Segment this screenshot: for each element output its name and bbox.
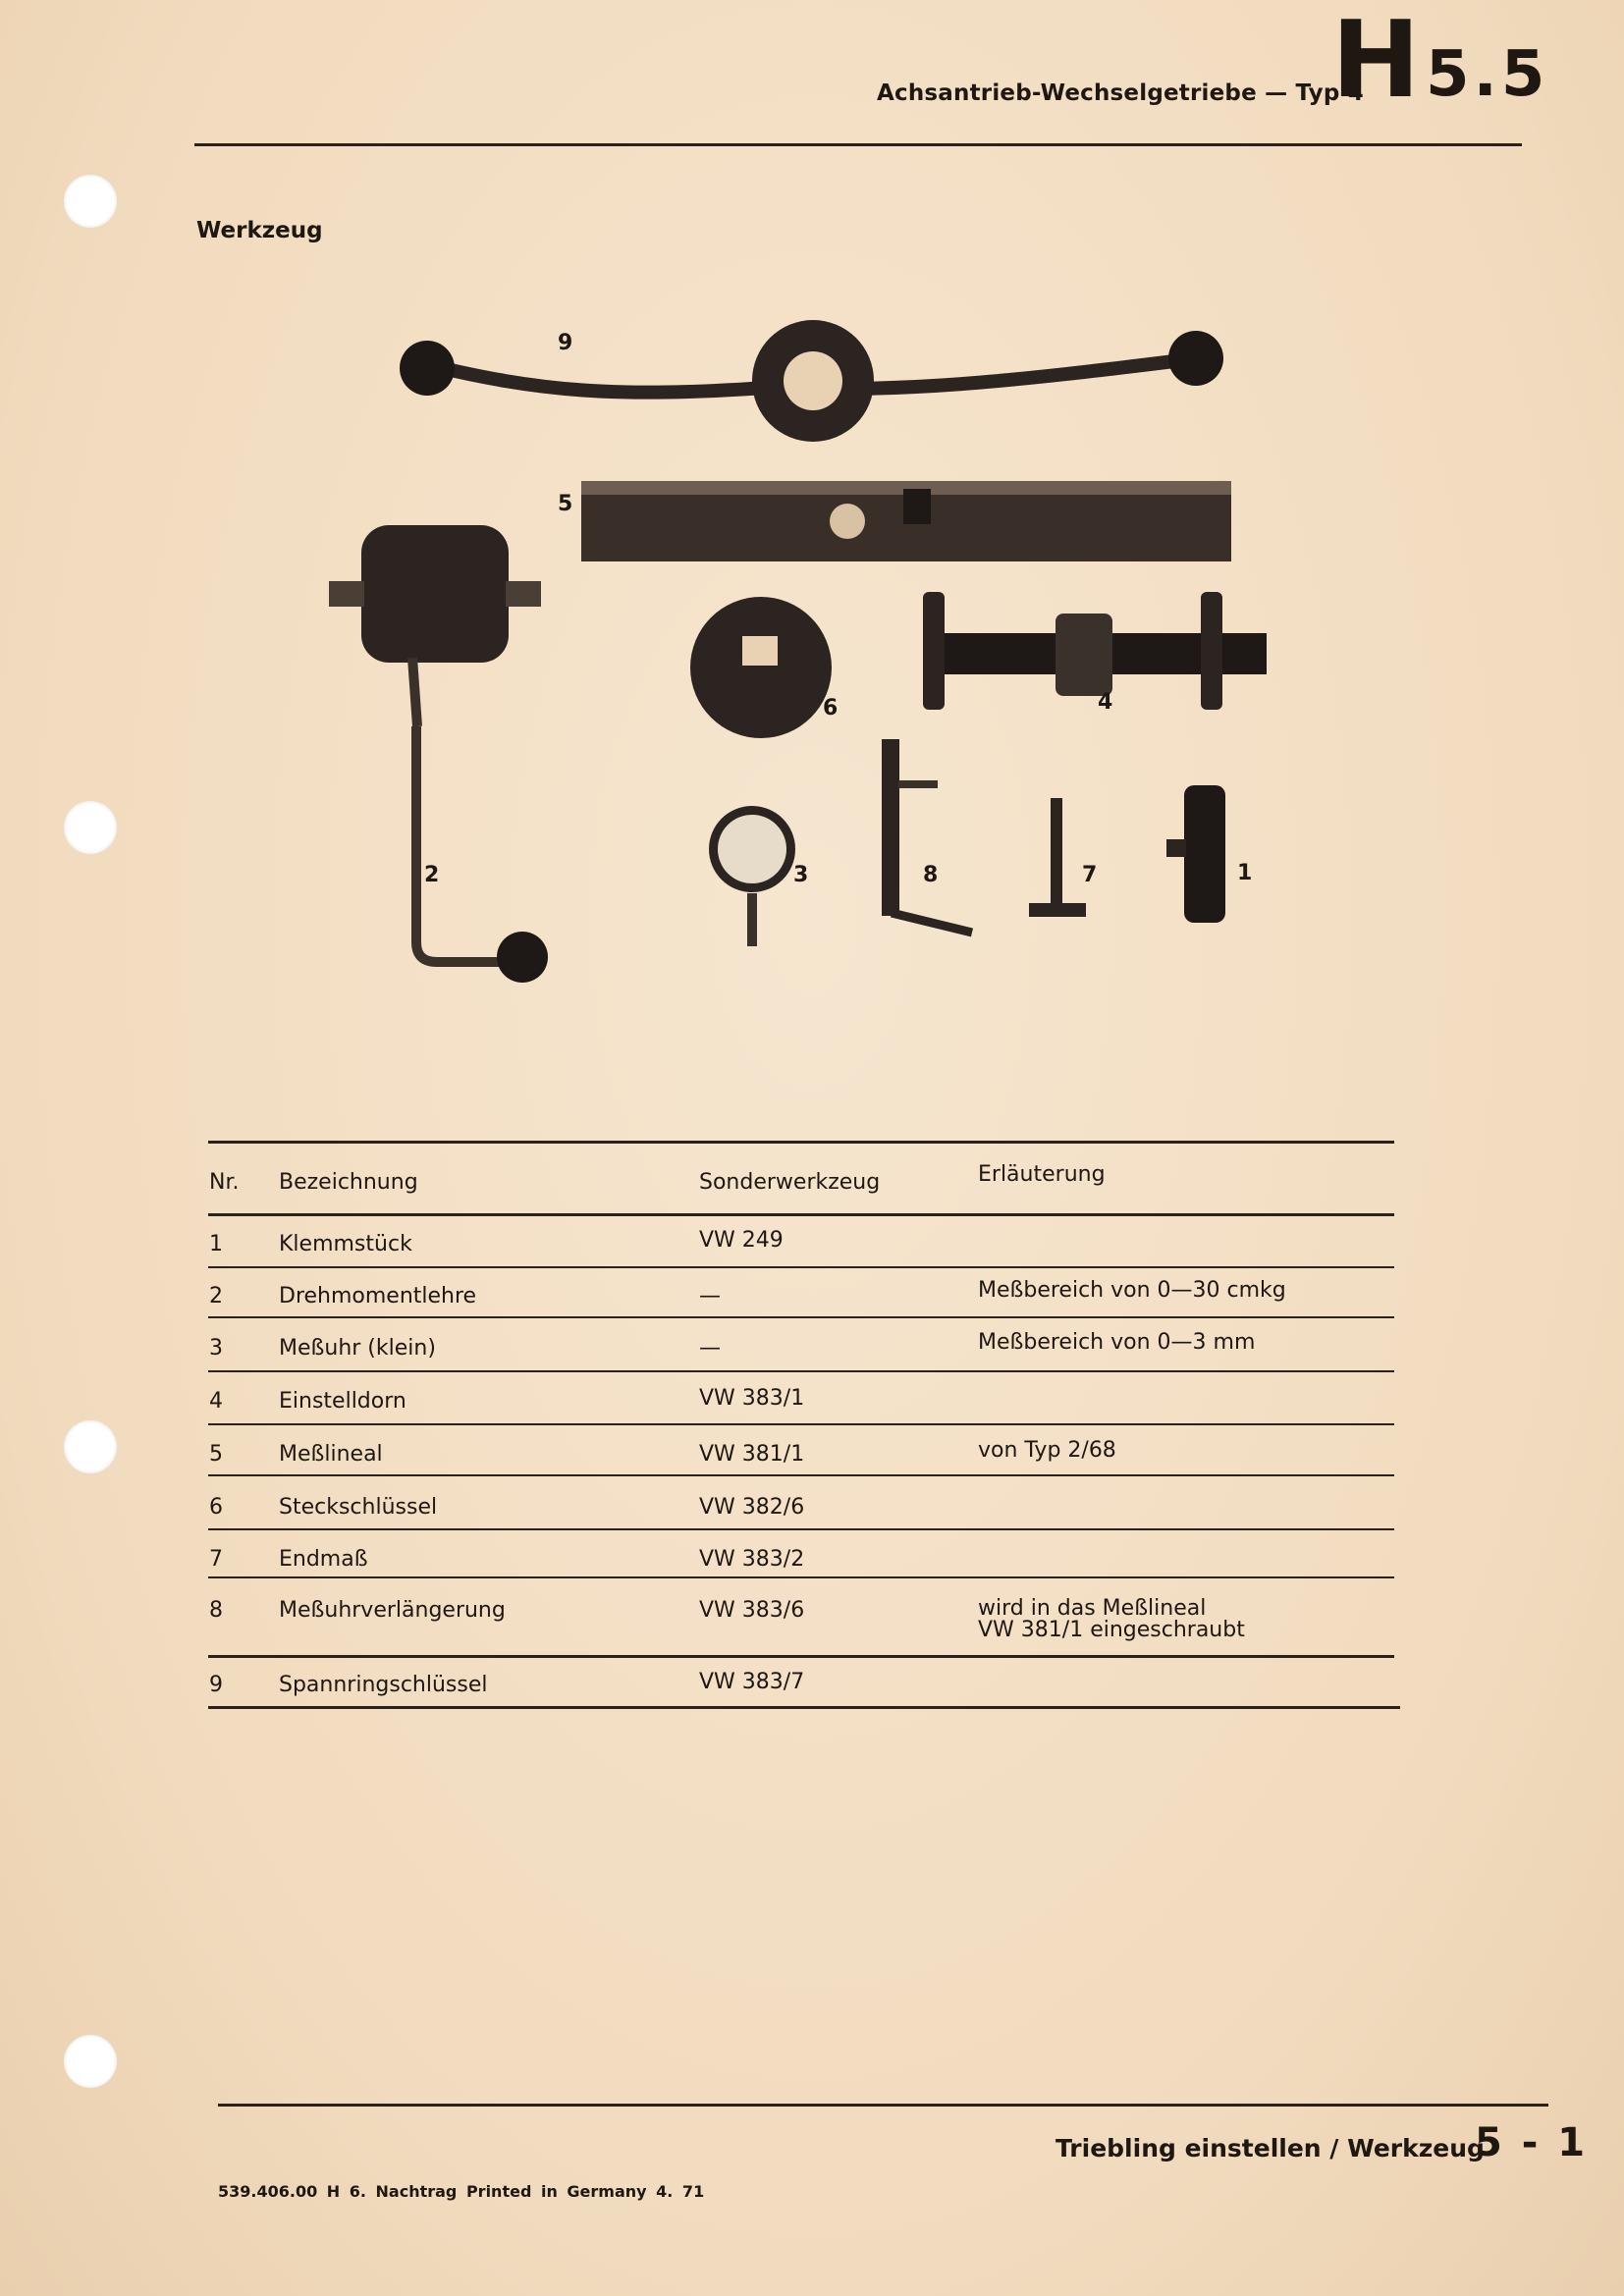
cell-sonderwerkzeug: —: [699, 1284, 721, 1308]
dial-gauge-3: [709, 806, 795, 946]
cell-nr: 8: [209, 1598, 223, 1623]
cell-sonderwerkzeug: VW 383/6: [699, 1598, 805, 1623]
callout-3: 3: [793, 863, 809, 887]
cell-bezeichnung: Steckschlüssel: [279, 1495, 438, 1520]
table-bottom-rule: [208, 1706, 1400, 1709]
section-letter: H: [1331, 0, 1421, 122]
row-rule: [208, 1576, 1394, 1578]
end-gauge-7: [1029, 798, 1086, 917]
measuring-bar-5: [581, 481, 1231, 561]
callout-6: 6: [823, 696, 839, 721]
cell-bezeichnung: Spannringschlüssel: [279, 1673, 488, 1697]
cell-bezeichnung: Meßuhr (klein): [279, 1336, 436, 1361]
cell-sonderwerkzeug: VW 382/6: [699, 1495, 805, 1520]
cell-erlaeuterung-line-2: VW 381/1 eingeschraubt: [978, 1618, 1245, 1642]
callout-1: 1: [1237, 861, 1253, 885]
cell-erlaeuterung: Meßbereich von 0—30 cmkg: [978, 1278, 1286, 1303]
cell-nr: 2: [209, 1284, 223, 1308]
cell-nr: 3: [209, 1336, 223, 1361]
setting-mandrel-4: [923, 592, 1267, 710]
torque-gauge-2: [329, 525, 548, 983]
cell-sonderwerkzeug: VW 249: [699, 1228, 784, 1253]
cell-nr: 1: [209, 1232, 223, 1256]
callout-7: 7: [1082, 863, 1098, 887]
row-rule: [208, 1528, 1394, 1530]
cell-sonderwerkzeug: VW 383/2: [699, 1547, 805, 1572]
cell-bezeichnung: Meßuhrverlängerung: [279, 1598, 506, 1623]
callout-4: 4: [1098, 690, 1113, 715]
col-header-sonderwerkzeug: Sonderwerkzeug: [699, 1170, 881, 1195]
cell-nr: 5: [209, 1442, 223, 1467]
callout-2: 2: [424, 863, 440, 887]
clamp-piece-1: [1166, 785, 1225, 923]
socket-wrench-6: [690, 597, 832, 738]
punch-hole-1: [64, 175, 117, 228]
cell-nr: 6: [209, 1495, 223, 1520]
callout-9: 9: [558, 331, 573, 355]
gauge-extension-8: [882, 739, 972, 933]
row-rule: [208, 1655, 1394, 1658]
punch-hole-2: [64, 801, 117, 854]
footer-rule: [218, 2104, 1548, 2107]
table-top-rule: [208, 1141, 1394, 1144]
cell-erlaeuterung: [978, 1598, 1245, 1641]
col-header-nr: Nr.: [209, 1170, 240, 1195]
tools-photo: [295, 314, 1276, 1001]
cell-erlaeuterung-line-1: wird in das Meßlineal: [978, 1596, 1207, 1621]
punch-hole-4: [64, 2035, 117, 2088]
header-title: Achsantrieb-Wechselgetriebe — Typ 4: [877, 80, 1364, 106]
cell-bezeichnung: Drehmomentlehre: [279, 1284, 477, 1308]
print-info: 539.406.00 H 6. Nachtrag Printed in Germany 4. 71: [218, 2182, 705, 2201]
cell-nr: 4: [209, 1389, 223, 1414]
cell-bezeichnung: Einstelldorn: [279, 1389, 406, 1414]
cell-sonderwerkzeug: VW 383/7: [699, 1670, 805, 1694]
cell-nr: 9: [209, 1673, 223, 1697]
cell-nr: 7: [209, 1547, 223, 1572]
section-title: Werkzeug: [196, 218, 323, 243]
cell-bezeichnung: Endmaß: [279, 1547, 368, 1572]
cell-erlaeuterung: von Typ 2/68: [978, 1438, 1116, 1463]
page-number: 5 - 1: [1475, 2120, 1589, 2165]
callout-5: 5: [558, 492, 573, 516]
cell-bezeichnung: Meßlineal: [279, 1442, 383, 1467]
cell-sonderwerkzeug: —: [699, 1336, 721, 1361]
row-rule: [208, 1316, 1394, 1318]
col-header-erlaeuterung: Erläuterung: [978, 1162, 1106, 1187]
spanner-wrench-9: [400, 320, 1223, 442]
header-rule: [194, 143, 1522, 146]
footer-title: Triebling einstellen / Werkzeug: [1056, 2134, 1485, 2163]
table-header-rule: [208, 1213, 1394, 1216]
cell-bezeichnung: Klemmstück: [279, 1232, 412, 1256]
row-rule: [208, 1474, 1394, 1476]
row-rule: [208, 1266, 1394, 1268]
callout-8: 8: [923, 863, 939, 887]
cell-sonderwerkzeug: VW 383/1: [699, 1386, 805, 1411]
cell-erlaeuterung: Meßbereich von 0—3 mm: [978, 1330, 1256, 1355]
punch-hole-3: [64, 1420, 117, 1473]
row-rule: [208, 1423, 1394, 1425]
col-header-bezeichnung: Bezeichnung: [279, 1170, 418, 1195]
row-rule: [208, 1370, 1394, 1372]
section-number: 5.5: [1426, 38, 1549, 111]
cell-sonderwerkzeug: VW 381/1: [699, 1442, 805, 1467]
